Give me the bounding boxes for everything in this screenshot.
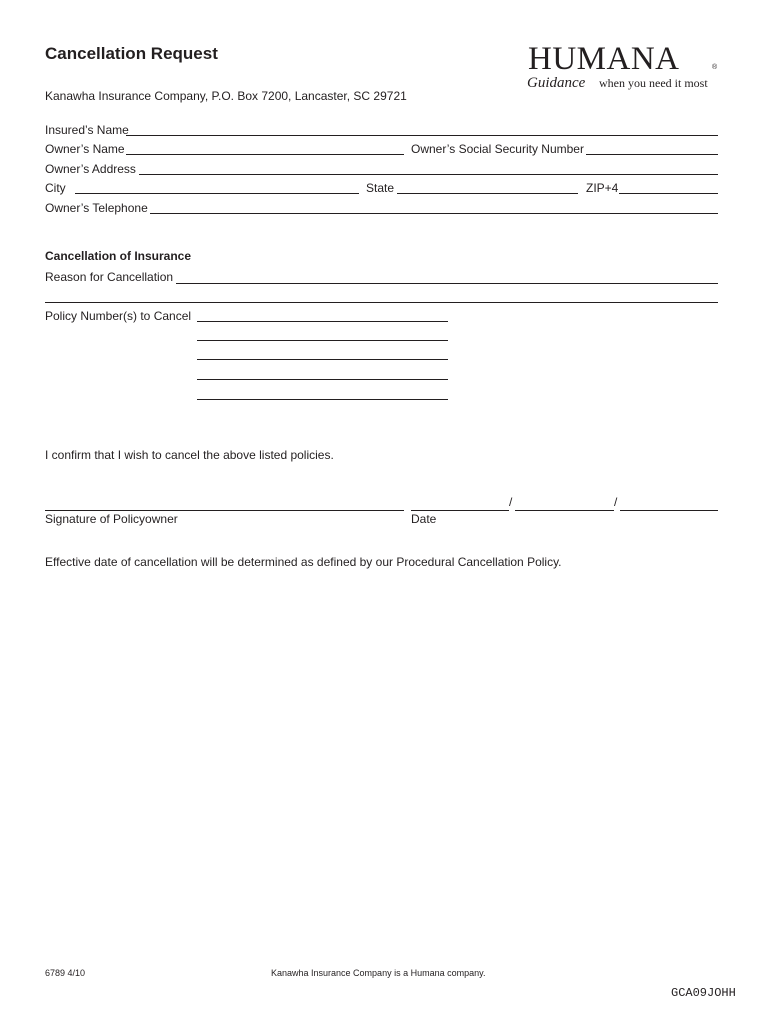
logo-tagline: when you need it most — [599, 76, 708, 90]
page-title: Cancellation Request — [45, 44, 218, 63]
ssn-label: Owner’s Social Security Number — [411, 142, 584, 156]
policy-number-field-1[interactable] — [197, 321, 448, 322]
ssn-field[interactable] — [586, 154, 718, 155]
zip-label: ZIP+4 — [586, 181, 619, 195]
policy-number-field-3[interactable] — [197, 359, 448, 360]
state-field[interactable] — [397, 193, 578, 194]
reason-label: Reason for Cancellation — [45, 270, 174, 284]
company-address: Kanawha Insurance Company, P.O. Box 7200, Lancaster, SC 29721 — [45, 89, 407, 103]
humana-logo — [520, 42, 725, 94]
date-day-field[interactable] — [515, 510, 614, 511]
form-number: 6789 4/10 — [45, 968, 86, 978]
confirmation-text: I confirm that I wish to cancel the above listed policies. — [45, 448, 334, 462]
logo-registered-mark: ® — [712, 64, 718, 71]
date-year-field[interactable] — [620, 510, 718, 511]
owner-address-label: Owner’s Address — [45, 162, 136, 176]
date-separator-1: / — [509, 495, 513, 509]
state-label: State — [366, 181, 395, 195]
logo-wordmark: HUMANA — [528, 41, 680, 77]
insured-name-label: Insured’s Name — [45, 123, 129, 137]
city-label: City — [45, 181, 66, 195]
effective-date-note: Effective date of cancellation will be determined as defined by our Procedural Cancellation Policy. — [45, 555, 562, 569]
logo-guidance: Guidance — [527, 75, 586, 91]
owner-name-field[interactable] — [126, 154, 404, 155]
reason-field-line-2[interactable] — [45, 302, 718, 303]
policy-number-field-2[interactable] — [197, 340, 448, 341]
owner-telephone-label: Owner’s Telephone — [45, 201, 148, 215]
policy-numbers-label: Policy Number(s) to Cancel — [45, 309, 192, 323]
date-month-field[interactable] — [411, 510, 509, 511]
policy-number-field-5[interactable] — [197, 399, 448, 400]
zip-field[interactable] — [619, 193, 718, 194]
cancellation-heading: Cancellation of Insurance — [45, 249, 192, 263]
policy-number-field-4[interactable] — [197, 379, 448, 380]
date-label: Date — [411, 512, 437, 526]
owner-address-field[interactable] — [139, 174, 718, 175]
city-field[interactable] — [75, 193, 359, 194]
footer-company-note: Kanawha Insurance Company is a Humana company. — [271, 968, 486, 978]
owner-telephone-field[interactable] — [150, 213, 718, 214]
signature-field[interactable] — [45, 510, 404, 511]
insured-name-field[interactable] — [126, 135, 718, 136]
date-separator-2: / — [614, 495, 618, 509]
form-code: GCA09JOHH — [671, 986, 736, 1000]
reason-field[interactable] — [176, 283, 718, 284]
owner-name-label: Owner’s Name — [45, 142, 125, 156]
signature-label: Signature of Policyowner — [45, 512, 178, 526]
